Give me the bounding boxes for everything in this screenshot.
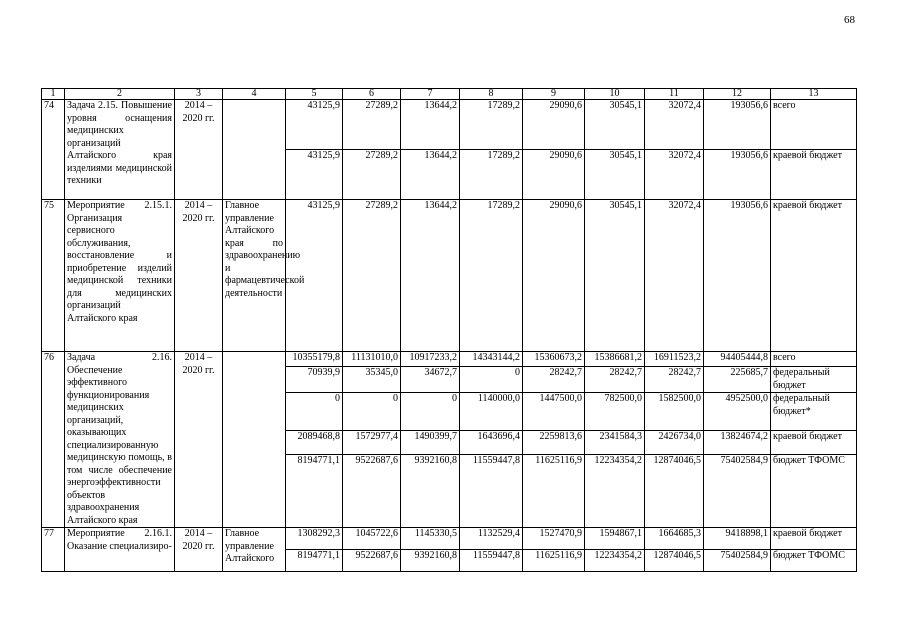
funding-value: 12234354,2 bbox=[585, 550, 645, 572]
column-header: 4 bbox=[223, 89, 286, 100]
funding-value: 27289,2 bbox=[343, 150, 401, 200]
funding-value: 94405444,8 bbox=[704, 352, 771, 367]
funding-value: 75402584,9 bbox=[704, 550, 771, 572]
funding-value: 11559447,8 bbox=[460, 455, 523, 528]
funding-value: 17289,2 bbox=[460, 100, 523, 150]
funding-value: 4952500,0 bbox=[704, 393, 771, 430]
funding-source: бюджет ТФОМС bbox=[771, 455, 857, 528]
implementation-period: 2014 – 2020 гг. bbox=[175, 528, 223, 572]
funding-value: 27289,2 bbox=[343, 200, 401, 352]
funding-value: 75402584,9 bbox=[704, 455, 771, 528]
funding-value: 30545,1 bbox=[585, 200, 645, 352]
funding-value: 2259813,6 bbox=[523, 430, 585, 454]
funding-value: 1594867,1 bbox=[585, 528, 645, 550]
funding-value: 10917233,2 bbox=[401, 352, 460, 367]
funding-value: 9392160,8 bbox=[401, 455, 460, 528]
funding-source: всего bbox=[771, 100, 857, 150]
funding-value: 17289,2 bbox=[460, 150, 523, 200]
funding-value: 1145330,5 bbox=[401, 528, 460, 550]
task-name: Мероприятие 2.16.1. Оказание специализиро- bbox=[65, 528, 175, 572]
funding-value: 12874046,5 bbox=[645, 550, 704, 572]
funding-value: 43125,9 bbox=[286, 100, 343, 150]
funding-value: 2341584,3 bbox=[585, 430, 645, 454]
funding-value: 35345,0 bbox=[343, 367, 401, 393]
funding-value: 10355179,8 bbox=[286, 352, 343, 367]
table-row bbox=[42, 100, 857, 150]
funding-value: 1490399,7 bbox=[401, 430, 460, 454]
row-index: 75 bbox=[42, 200, 65, 352]
funding-value: 70939,9 bbox=[286, 367, 343, 393]
funding-value: 14343144,2 bbox=[460, 352, 523, 367]
responsible-executor: Главное управление Алтайского bbox=[223, 528, 286, 572]
funding-value: 1527470,9 bbox=[523, 528, 585, 550]
funding-value: 1643696,4 bbox=[460, 430, 523, 454]
funding-value: 8194771,1 bbox=[286, 550, 343, 572]
funding-value: 9418898,1 bbox=[704, 528, 771, 550]
column-header: 10 bbox=[585, 89, 645, 100]
row-index: 76 bbox=[42, 352, 65, 528]
funding-source: краевой бюджет bbox=[771, 150, 857, 200]
funding-value: 0 bbox=[401, 393, 460, 430]
funding-value: 9392160,8 bbox=[401, 550, 460, 572]
column-header: 9 bbox=[523, 89, 585, 100]
column-header: 1 bbox=[42, 89, 65, 100]
funding-source: краевой бюджет bbox=[771, 528, 857, 550]
funding-value: 34672,7 bbox=[401, 367, 460, 393]
column-header: 13 bbox=[771, 89, 857, 100]
column-number-row bbox=[42, 89, 857, 100]
funding-value: 193056,6 bbox=[704, 100, 771, 150]
funding-value: 9522687,6 bbox=[343, 455, 401, 528]
funding-value: 12874046,5 bbox=[645, 455, 704, 528]
funding-value: 1582500,0 bbox=[645, 393, 704, 430]
funding-value: 11131010,0 bbox=[343, 352, 401, 367]
funding-value: 11625116,9 bbox=[523, 455, 585, 528]
funding-value: 1132529,4 bbox=[460, 528, 523, 550]
row-index: 77 bbox=[42, 528, 65, 572]
budget-table bbox=[41, 88, 857, 572]
table-row bbox=[42, 528, 857, 550]
column-header: 3 bbox=[175, 89, 223, 100]
funding-value: 1045722,6 bbox=[343, 528, 401, 550]
funding-value: 1572977,4 bbox=[343, 430, 401, 454]
funding-value: 8194771,1 bbox=[286, 455, 343, 528]
funding-value: 28242,7 bbox=[645, 367, 704, 393]
responsible-executor bbox=[223, 352, 286, 528]
implementation-period: 2014 – 2020 гг. bbox=[175, 100, 223, 200]
table-row bbox=[42, 200, 857, 352]
funding-value: 32072,4 bbox=[645, 200, 704, 352]
funding-value: 225685,7 bbox=[704, 367, 771, 393]
funding-value: 193056,6 bbox=[704, 150, 771, 200]
funding-source: краевой бюджет bbox=[771, 200, 857, 352]
column-header: 12 bbox=[704, 89, 771, 100]
funding-value: 30545,1 bbox=[585, 100, 645, 150]
responsible-executor bbox=[223, 100, 286, 200]
funding-value: 43125,9 bbox=[286, 150, 343, 200]
funding-source: краевой бюджет bbox=[771, 430, 857, 454]
funding-value: 13644,2 bbox=[401, 100, 460, 150]
column-header: 6 bbox=[343, 89, 401, 100]
funding-value: 193056,6 bbox=[704, 200, 771, 352]
task-name: Задача 2.16. Обеспечение эффективного функционирования медицинских организаций, оказывающих специализированную медицинскую помощь, в том числе обеспечение энергоэффективности объектов здравоохранения Алтайского края bbox=[65, 352, 175, 528]
funding-value: 27289,2 bbox=[343, 100, 401, 150]
funding-value: 0 bbox=[343, 393, 401, 430]
funding-value: 28242,7 bbox=[523, 367, 585, 393]
funding-value: 1664685,3 bbox=[645, 528, 704, 550]
column-header: 11 bbox=[645, 89, 704, 100]
funding-value: 0 bbox=[286, 393, 343, 430]
page-number: 68 bbox=[844, 14, 855, 26]
funding-value: 11559447,8 bbox=[460, 550, 523, 572]
funding-value: 2426734,0 bbox=[645, 430, 704, 454]
funding-value: 16911523,2 bbox=[645, 352, 704, 367]
funding-value: 2089468,8 bbox=[286, 430, 343, 454]
funding-value: 29090,6 bbox=[523, 150, 585, 200]
funding-value: 29090,6 bbox=[523, 200, 585, 352]
funding-value: 13644,2 bbox=[401, 150, 460, 200]
funding-value: 13644,2 bbox=[401, 200, 460, 352]
responsible-executor: Главное управление Алтайского края по здравоохранению и фармацевтической деятельности bbox=[223, 200, 286, 352]
task-name: Мероприятие 2.15.1. Организация сервисного обслуживания, восстановление и приобретение изделий медицинской техники для медицинских организаций Алтайского края bbox=[65, 200, 175, 352]
funding-value: 15360673,2 bbox=[523, 352, 585, 367]
funding-value: 32072,4 bbox=[645, 100, 704, 150]
funding-value: 0 bbox=[460, 367, 523, 393]
column-header: 2 bbox=[65, 89, 175, 100]
funding-value: 15386681,2 bbox=[585, 352, 645, 367]
table-row bbox=[42, 352, 857, 367]
funding-value: 1447500,0 bbox=[523, 393, 585, 430]
column-header: 8 bbox=[460, 89, 523, 100]
funding-source: федеральный бюджет* bbox=[771, 393, 857, 430]
funding-source: бюджет ТФОМС bbox=[771, 550, 857, 572]
funding-value: 1140000,0 bbox=[460, 393, 523, 430]
funding-value: 30545,1 bbox=[585, 150, 645, 200]
column-header: 7 bbox=[401, 89, 460, 100]
row-index: 74 bbox=[42, 100, 65, 200]
funding-value: 17289,2 bbox=[460, 200, 523, 352]
funding-value: 32072,4 bbox=[645, 150, 704, 200]
task-name: Задача 2.15. Повышение уровня оснащения медицинских организаций Алтайского края изделиями медицинской техники bbox=[65, 100, 175, 200]
funding-value: 782500,0 bbox=[585, 393, 645, 430]
column-header: 5 bbox=[286, 89, 343, 100]
table-body bbox=[42, 100, 857, 572]
implementation-period: 2014 – 2020 гг. bbox=[175, 200, 223, 352]
funding-value: 9522687,6 bbox=[343, 550, 401, 572]
funding-source: федеральный бюджет bbox=[771, 367, 857, 393]
funding-source: всего bbox=[771, 352, 857, 367]
funding-value: 13824674,2 bbox=[704, 430, 771, 454]
funding-value: 28242,7 bbox=[585, 367, 645, 393]
funding-value: 29090,6 bbox=[523, 100, 585, 150]
funding-value: 12234354,2 bbox=[585, 455, 645, 528]
implementation-period: 2014 – 2020 гг. bbox=[175, 352, 223, 528]
funding-value: 1308292,3 bbox=[286, 528, 343, 550]
funding-value: 11625116,9 bbox=[523, 550, 585, 572]
funding-value: 43125,9 bbox=[286, 200, 343, 352]
